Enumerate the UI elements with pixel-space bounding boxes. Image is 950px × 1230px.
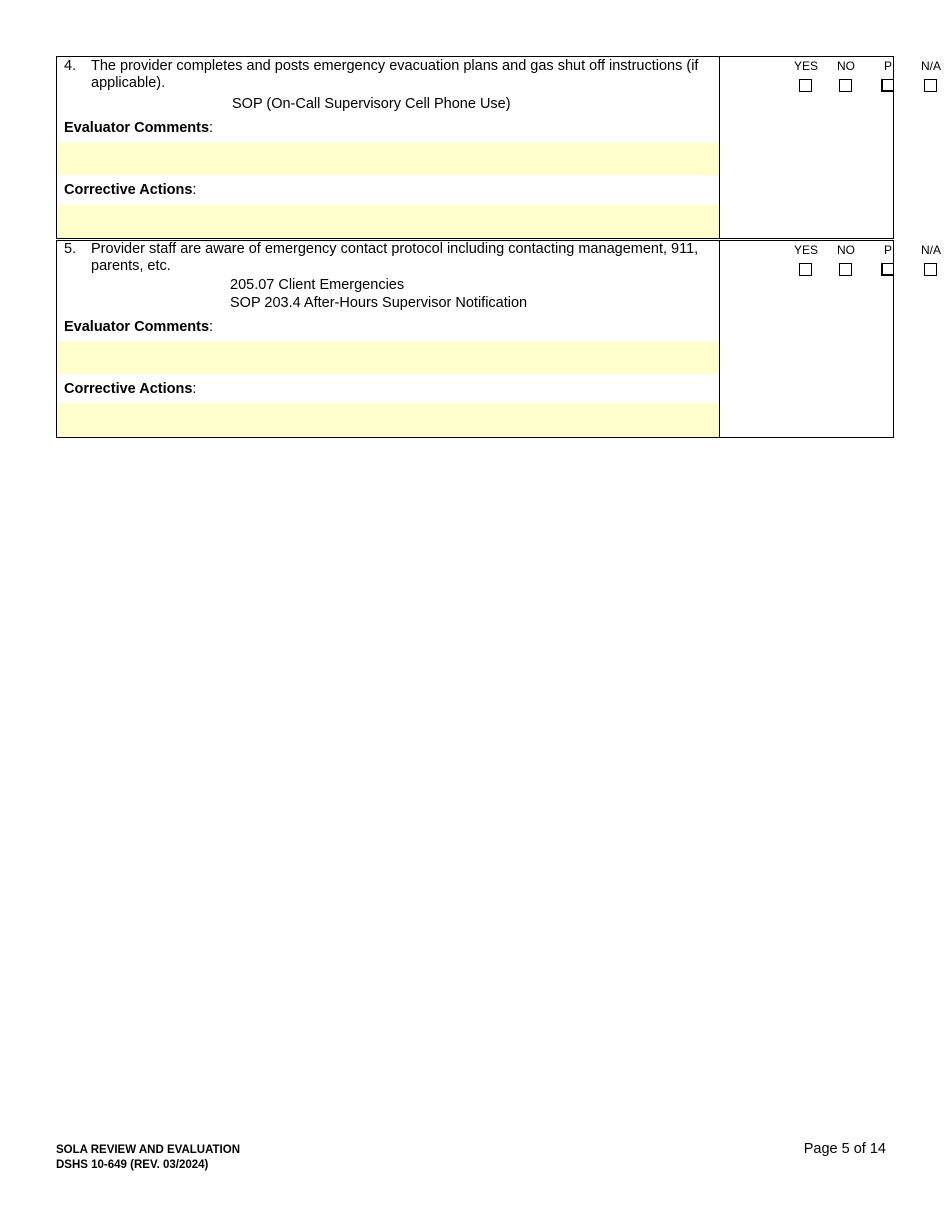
na-checkbox[interactable] [924,263,937,276]
corrective-actions-label: Corrective Actions: [64,381,197,397]
item-number: 5. [64,241,77,257]
option-na-label: N/A [920,59,941,73]
item-4-response [720,57,941,238]
evaluator-comments-field[interactable] [57,143,719,175]
option-p-label: P [883,59,892,73]
item-reference: 205.07 Client Emergencies [230,277,405,293]
evaluator-comments-label: Evaluator Comments: [64,120,214,136]
option-no-label: NO [837,59,855,73]
yes-checkbox[interactable] [799,263,812,276]
item-number: 4. [64,58,77,74]
evaluator-comments-field[interactable] [57,342,719,374]
item-reference: SOP 203.4 After-Hours Supervisor Notification [230,295,528,311]
corrective-actions-label: Corrective Actions: [64,182,197,198]
item-question: Provider staff are aware of emergency contact protocol including contacting management, 911, parents, etc. [91,241,699,274]
checklist-item-4 [56,56,941,239]
page-number: Page 5 of 14 [803,1141,886,1157]
option-yes-label: YES [793,243,818,257]
evaluator-comments-label: Evaluator Comments: [64,319,214,335]
option-na-label: N/A [920,243,941,257]
item-question: The provider completes and posts emergency evacuation plans and gas shut off instructions (if applicable). [91,58,699,91]
item-5-content [57,241,720,437]
item-5-response [720,241,941,437]
na-checkbox[interactable] [924,79,937,92]
no-checkbox[interactable] [839,79,852,92]
corrective-actions-field[interactable] [57,205,719,238]
option-yes-label: YES [793,59,818,73]
corrective-actions-field[interactable] [57,403,719,437]
no-checkbox[interactable] [839,263,852,276]
option-p-label: P [883,243,892,257]
item-reference: SOP (On-Call Supervisory Cell Phone Use) [232,96,511,112]
yes-checkbox[interactable] [799,79,812,92]
option-no-label: NO [837,243,855,257]
checklist-item-5 [56,240,941,438]
p-checkbox[interactable] [881,79,894,92]
p-checkbox[interactable] [881,263,894,276]
item-4-content [57,57,720,238]
footer-form-id: DSHS 10-649 (REV. 03/2024) [56,1159,209,1171]
footer-form-title: SOLA REVIEW AND EVALUATION [56,1144,240,1156]
